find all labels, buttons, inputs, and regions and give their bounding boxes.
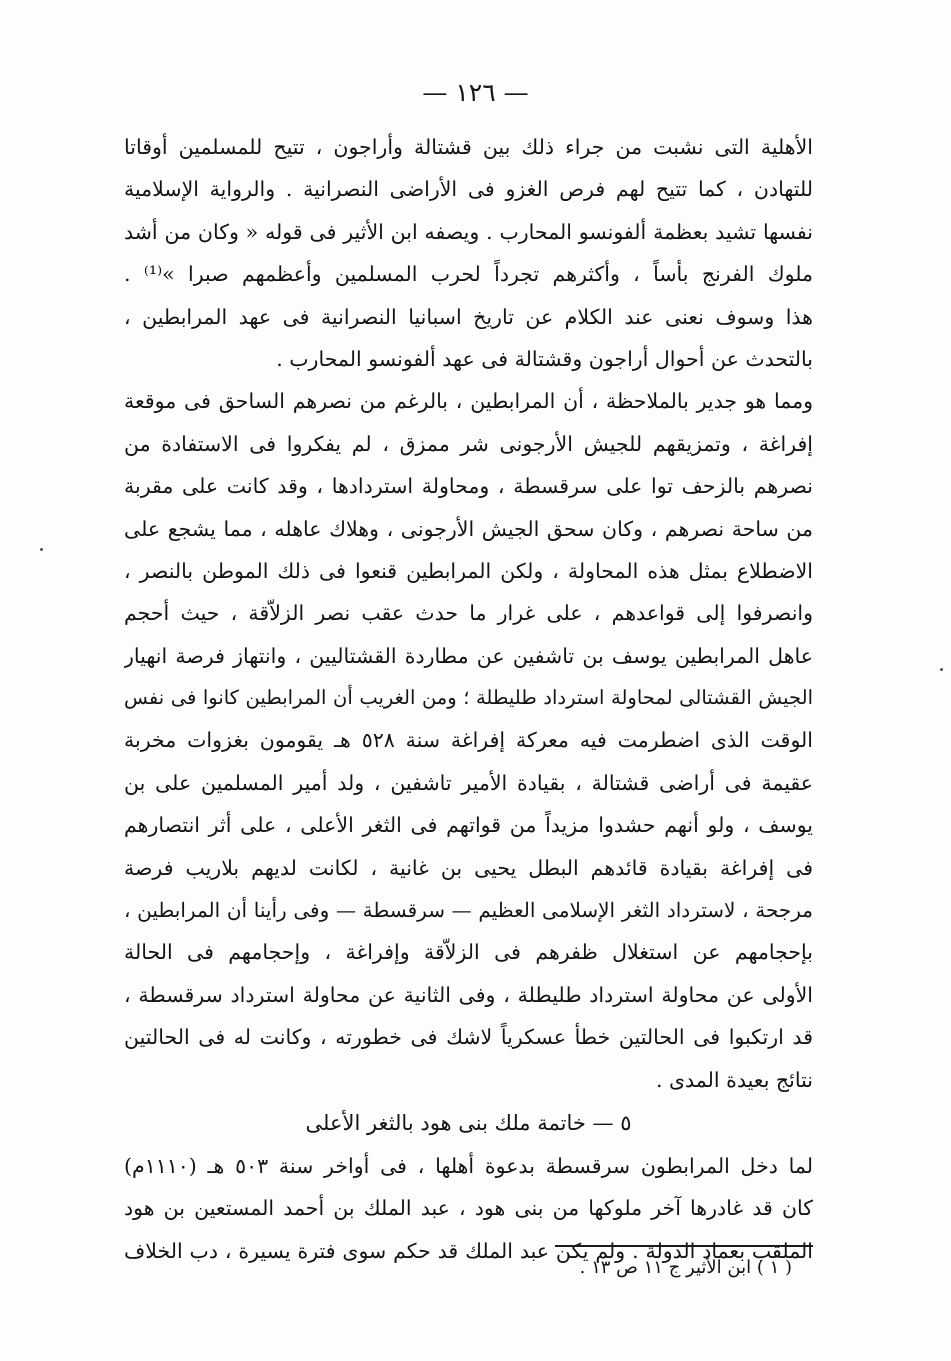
text-line: يوسف ، ولو أنهم حشدوا مزيداً من قواتهم فى الثغر الأعلى ، على أثر انتصارهم — [124, 813, 813, 838]
text-line: كان قد غادرها آخر ملوكها من بنى هود ، عبد الملك بن أحمد المستعين بن هود — [124, 1196, 813, 1221]
text-line: مرجحة ، لاسترداد الثغر الإسلامى العظيم — سرقسطة — وفى رأينا أن المرابطين ، — [124, 898, 813, 923]
text-line: الجيش القشتالى لمحاولة استرداد طليطلة ؛ ومن الغريب أن المرابطين كانوا فى نفس — [124, 686, 813, 710]
text-line: قد ارتكبوا فى الحالتين خطأ عسكرياً لاشك فى خطورته ، وكانت له فى الحالتين — [124, 1025, 813, 1050]
text-line: عقيمة فى أراضى قشتالة ، بقيادة الأمير تاشفين ، ولد أمير المسلمين على بن — [124, 770, 813, 795]
footnote-divider — [555, 1245, 813, 1247]
text-line: الاضطلاع بمثل هذه المحاولة ، ولكن المرابطين قنعوا فى ذلك الموطن بالنصر ، — [124, 558, 813, 583]
scan-speck — [940, 668, 943, 671]
text-line: ملوك الفرنج بأساً ، وأكثرهم تجرداً لحرب المسلمين وأعظمهم صبرا »⁽¹⁾ . — [124, 262, 813, 287]
text-line: وانصرفوا إلى قواعدهم ، على غرار ما حدث عقب نصر الزلاّقة ، حيث أحجم — [124, 601, 813, 626]
body-text — [124, 126, 813, 1272]
section-heading: ٥ — خاتمة ملك بنى هود بالثغر الأعلى — [305, 1110, 632, 1135]
text-line: الأولى عن محاولة استرداد طليطلة ، وفى الثانية عن محاولة استرداد سرقسطة ، — [124, 982, 813, 1007]
text-line: ومما هو جدير بالملاحظة ، أن المرابطين ، بالرغم من نصرهم الساحق فى موقعة — [124, 389, 813, 414]
text-line: من ساحة نصرهم ، وكان سحق الجيش الأرجونى ، وهلاك عاهله ، مما يشجع على — [124, 516, 813, 541]
page-number: — ١٢٦ — — [422, 78, 529, 107]
footnote: ( ١ ) ابن الأثير ج ١١ ص ١٣ . — [579, 1257, 792, 1278]
text-line: نتائج بعيدة المدى . — [655, 1067, 813, 1092]
text-line: إفراغة ، وتمزيقهم للجيش الأرجونى شر ممزق ، لم يفكروا فى الاستفادة من — [124, 431, 813, 456]
text-line: الوقت الذى اضطرمت فيه معركة إفراغة سنة ٥٢٨ هـ يقومون بغزوات مخربة — [124, 728, 813, 753]
text-line: نفسها تشيد بعظمة ألفونسو المحارب . ويصفه ابن الأثير فى قوله « وكان من أشد — [124, 219, 813, 244]
text-line: عاهل المرابطين يوسف بن تاشفين عن مطاردة القشتاليين ، وانتهاز فرصة انهيار — [124, 643, 813, 668]
text-line: بالتحدث عن أحوال أراجون وقشتالة فى عهد ألفونسو المحارب . — [276, 346, 813, 371]
text-line: فى إفراغة بقيادة قائدهم البطل يحيى بن غانية ، لكانت لديهم بلاريب فرصة — [124, 855, 813, 880]
text-line: الأهلية التى نشبت من جراء ذلك بين قشتالة وأراجون ، تتيح للمسلمين أوقاتا — [124, 135, 813, 159]
text-line: هذا وسوف نعنى عند الكلام عن تاريخ اسبانيا النصرانية فى عهد المرابطين ، — [124, 304, 813, 329]
text-line: للتهادن ، كما تتيح لهم فرص الغزو فى الأراضى النصرانية . والرواية الإسلامية — [124, 177, 813, 202]
text-line: لما دخل المرابطون سرقسطة بدعوة أهلها ، فى أواخر سنة ٥٠٣ هـ (١١١٠م) — [124, 1153, 813, 1178]
text-line: الملقب بعماد الدولة . ولم يكن عبد الملك قد حكم سوى فترة يسيرة ، دب الخلاف — [124, 1238, 813, 1263]
text-line: نصرهم بالزحف توا على سرقسطة ، ومحاولة استردادها ، وقد كانت على مقربة — [124, 474, 813, 499]
scan-speck — [40, 548, 43, 551]
text-line: بإحجامهم عن استغلال ظفرهم فى الزلاّقة وإفراغة ، وإحجامهم فى الحالة — [124, 940, 813, 965]
